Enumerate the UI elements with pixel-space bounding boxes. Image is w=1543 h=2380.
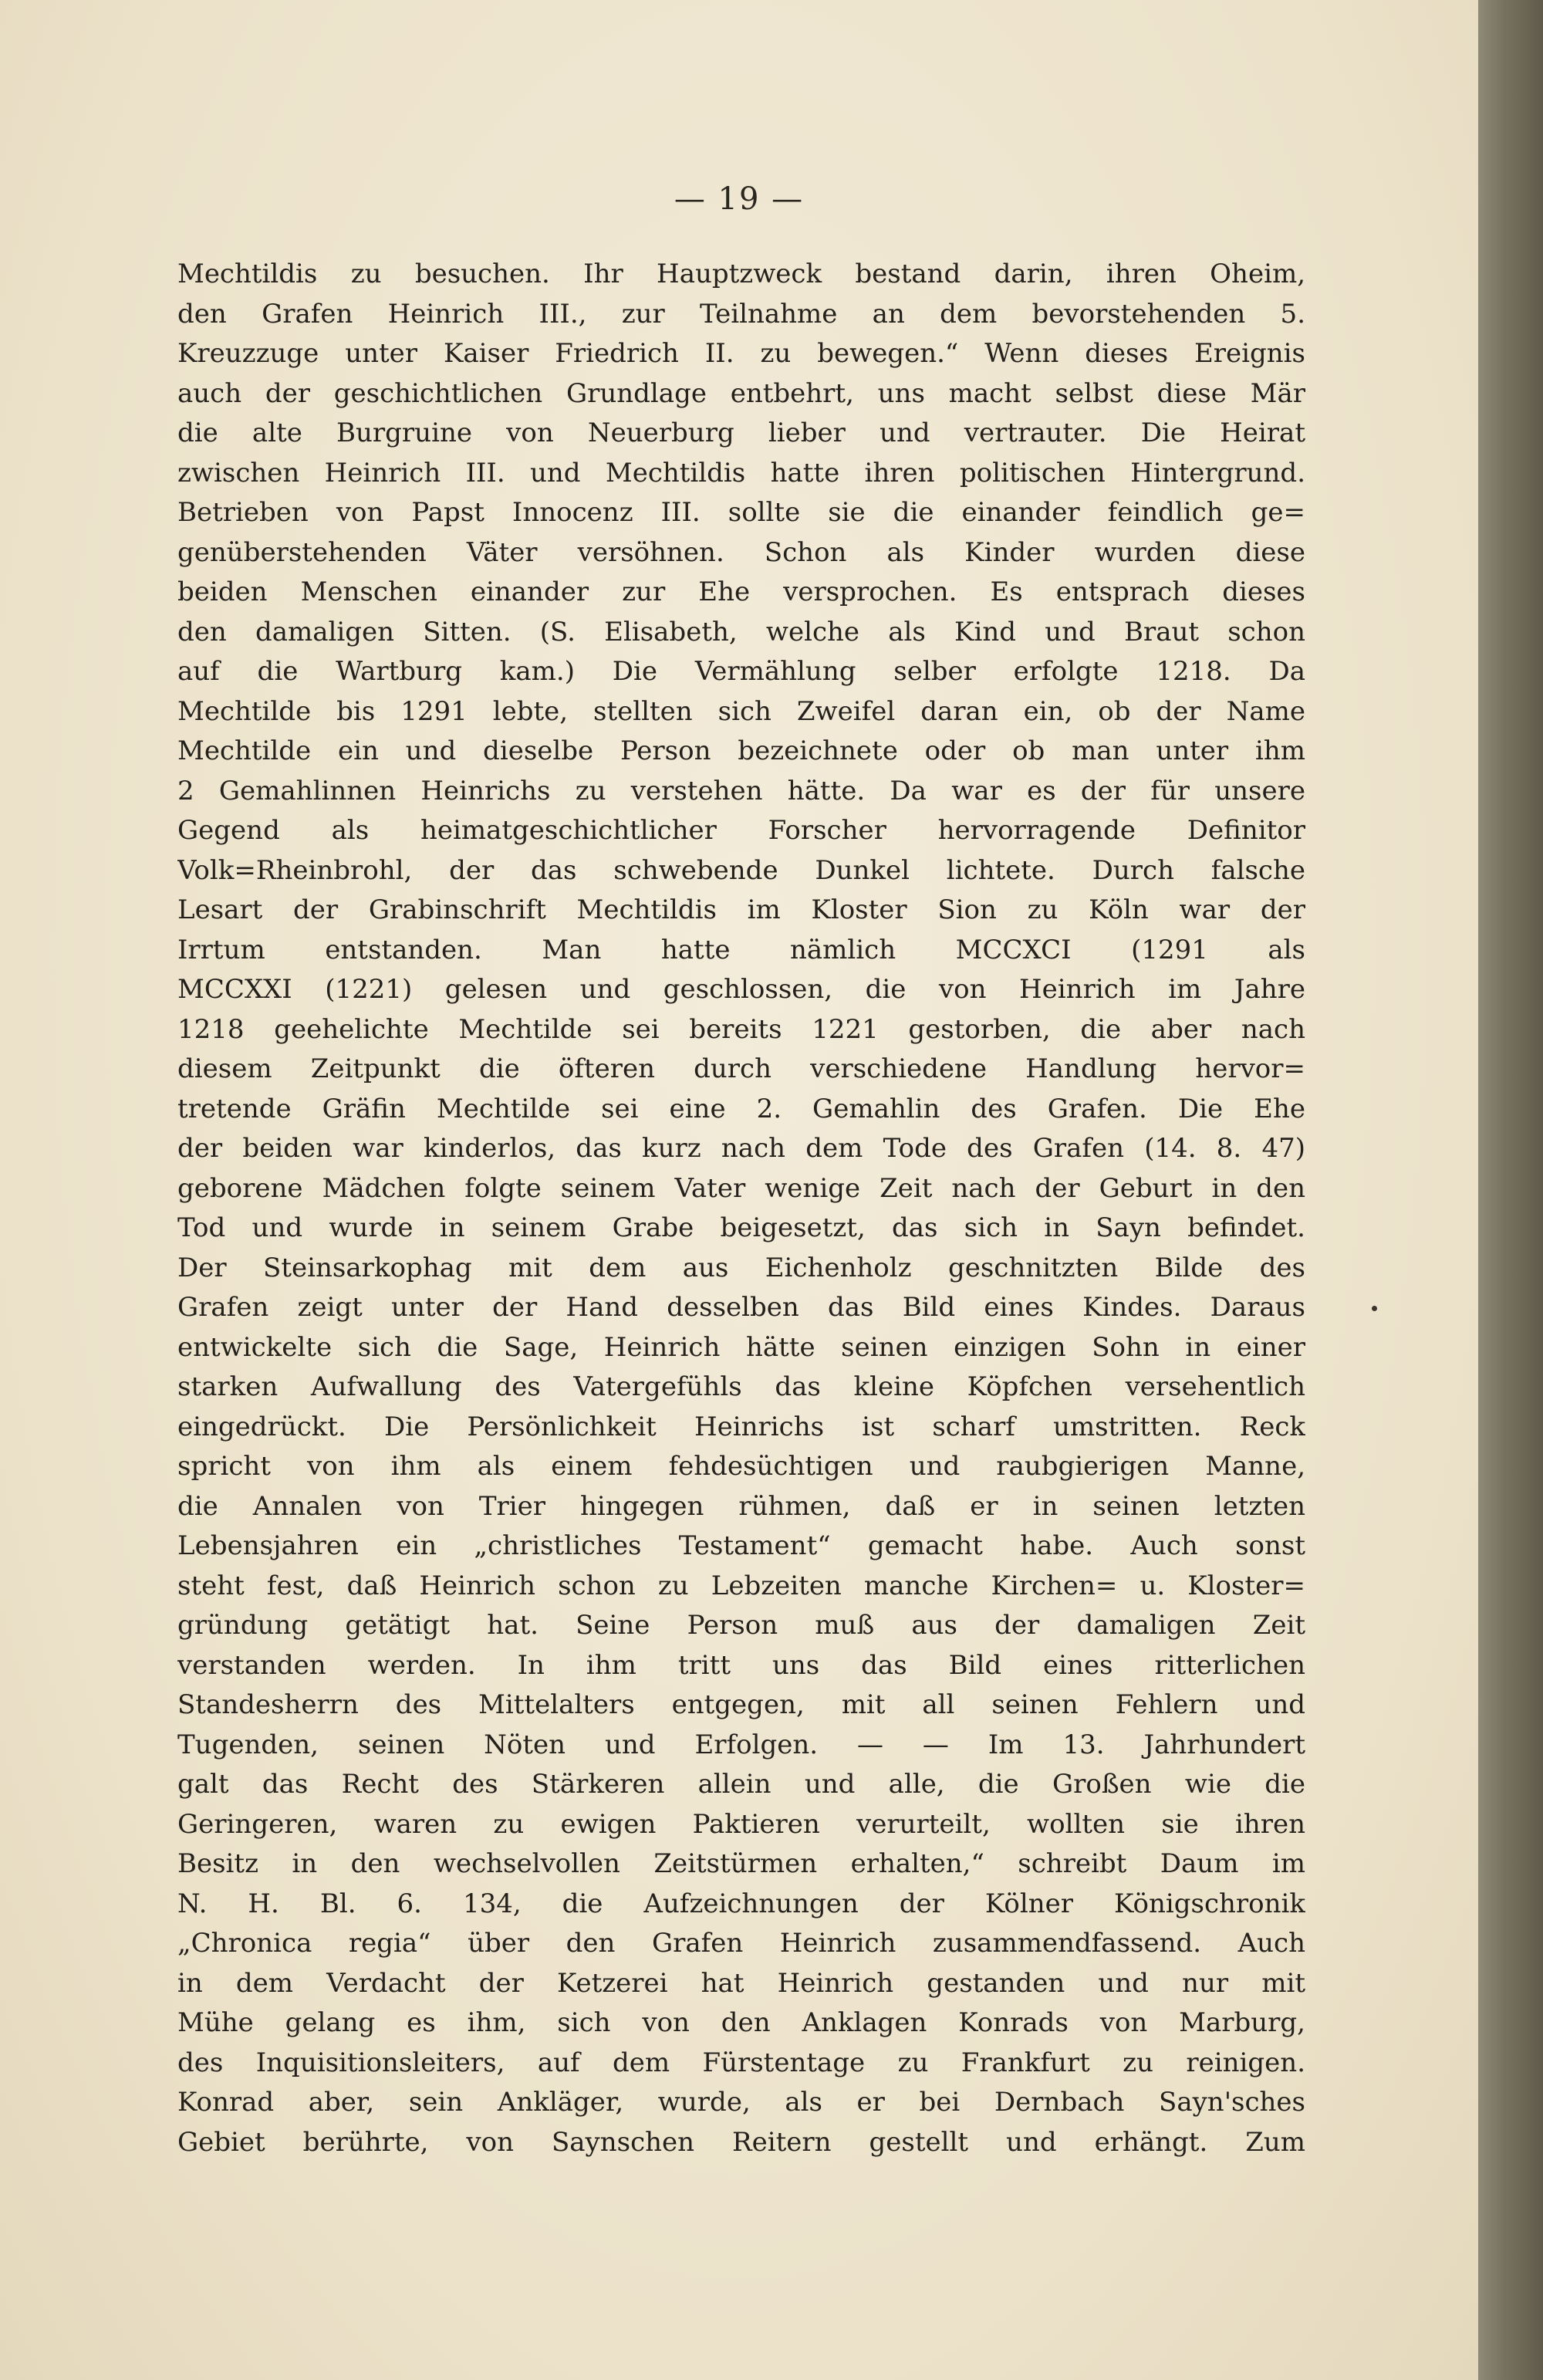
text-line: tretende Gräfin Mechtilde sei eine 2. Gemahlin des Grafen. Die Ehe (177, 1093, 1305, 1124)
text-line: den Grafen Heinrich III., zur Teilnahme an dem bevorstehenden 5. (177, 298, 1305, 330)
text-line: Tod und wurde in seinem Grabe beigesetzt, das sich in Sayn befindet. (177, 1212, 1305, 1243)
text-line: die alte Burgruine von Neuerburg lieber und vertrauter. Die Heirat (177, 418, 1305, 448)
text-line: Standesherrn des Mittelalters entgegen, mit all seinen Fehlern und (177, 1689, 1305, 1720)
text-line: 2 Gemahlinnen Heinrichs zu verstehen hätte. Da war es der für unsere (177, 775, 1305, 806)
text-line: den damaligen Sitten. (S. Elisabeth, welche als Kind und Braut schon (177, 616, 1305, 647)
text-line: Grafen zeigt unter der Hand desselben das Bild eines Kindes. Daraus (177, 1292, 1305, 1323)
text-line: steht fest, daß Heinrich schon zu Lebzeiten manche Kirchen= u. Kloster= (177, 1570, 1305, 1601)
text-line: Mechtilde bis 1291 lebte, stellten sich Zweifel daran ein, ob der Name (177, 695, 1305, 727)
text-line: galt das Recht des Stärkeren allein und alle, die Großen wie die (177, 1769, 1305, 1800)
text-line: in dem Verdacht der Ketzerei hat Heinrich gestanden und nur mit (177, 1967, 1305, 1999)
text-line: MCCXXI (1221) gelesen und geschlossen, die von Heinrich im Jahre (177, 974, 1305, 1005)
text-line: geborene Mädchen folgte seinem Vater wenige Zeit nach der Geburt in den (177, 1172, 1305, 1204)
text-line: auf die Wartburg kam.) Die Vermählung selber erfolgte 1218. Da (177, 656, 1305, 687)
text-line: spricht von ihm als einem fehdesüchtigen und raubgierigen Manne, (177, 1451, 1305, 1482)
text-line: Kreuzzuge unter Kaiser Friedrich II. zu bewegen.“ Wenn dieses Ereignis (177, 338, 1305, 369)
text-line: Gegend als heimatgeschichtlicher Forscher hervorragende Definitor (177, 815, 1305, 846)
text-line: Besitz in den wechselvollen Zeitstürmen erhalten,“ schreibt Daum im (177, 1848, 1305, 1879)
text-line: diesem Zeitpunkt die öfteren durch verschiedene Handlung hervor= (177, 1053, 1305, 1084)
text-line: die Annalen von Trier hingegen rühmen, daß er in seinen letzten (177, 1490, 1305, 1522)
text-line: Lebensjahren ein „christliches Testament“ gemacht habe. Auch sonst (177, 1530, 1305, 1561)
text-line: Mechtildis zu besuchen. Ihr Hauptzweck bestand darin, ihren Oheim, (177, 259, 1305, 289)
text-line: Betrieben von Papst Innocenz III. sollte sie die einander feindlich ge= (177, 497, 1305, 528)
text-line: entwickelte sich die Sage, Heinrich hätte seinen einzigen Sohn in einer (177, 1331, 1305, 1363)
text-line: Mühe gelang es ihm, sich von den Anklagen Konrads von Marburg, (177, 2007, 1305, 2038)
text-line: Tugenden, seinen Nöten und Erfolgen. — — Im 13. Jahrhundert (177, 1729, 1305, 1760)
text-line: Geringeren, waren zu ewigen Paktieren verurteilt, wollten sie ihren (177, 1808, 1305, 1840)
text-line: eingedrückt. Die Persönlichkeit Heinrichs ist scharf umstritten. Reck (177, 1411, 1305, 1442)
text-line: Mechtilde ein und dieselbe Person bezeichnete oder ob man unter ihm (177, 735, 1305, 766)
text-line: Der Steinsarkophag mit dem aus Eichenholz geschnitzten Bilde des (177, 1252, 1305, 1283)
text-line: „Chronica regia“ über den Grafen Heinrich zusammendfassend. Auch (177, 1928, 1305, 1959)
text-line: auch der geschichtlichen Grundlage entbehrt, uns macht selbst diese Mär (177, 377, 1305, 409)
text-line: Konrad aber, sein Ankläger, wurde, als er bei Dernbach Sayn'sches (177, 2087, 1305, 2118)
text-line: Gebiet berührte, von Saynschen Reitern gestellt und erhängt. Zum (177, 2126, 1305, 2158)
ink-speck (1372, 1306, 1377, 1311)
text-line: N. H. Bl. 6. 134, die Aufzeichnungen der Kölner Königschronik (177, 1888, 1305, 1919)
page-number: — 19 — (674, 181, 805, 217)
text-line: verstanden werden. In ihm tritt uns das Bild eines ritterlichen (177, 1649, 1305, 1681)
body-text (177, 255, 1305, 2162)
text-line: 1218 geehelichte Mechtilde sei bereits 1221 gestorben, die aber nach (177, 1013, 1305, 1045)
text-line: zwischen Heinrich III. und Mechtildis hatte ihren politischen Hintergrund. (177, 457, 1305, 489)
text-line: Irrtum entstanden. Man hatte nämlich MCCXCI (1291 als (177, 934, 1305, 965)
page-edge (1478, 0, 1543, 2380)
text-line: des Inquisitionsleiters, auf dem Fürstentage zu Frankfurt zu reinigen. (177, 2047, 1305, 2078)
text-line: starken Aufwallung des Vatergefühls das kleine Köpfchen versehentlich (177, 1371, 1305, 1402)
text-line: genüberstehenden Väter versöhnen. Schon als Kinder wurden diese (177, 536, 1305, 568)
text-line: Lesart der Grabinschrift Mechtildis im Kloster Sion zu Köln war der (177, 894, 1305, 925)
text-line: gründung getätigt hat. Seine Person muß aus der damaligen Zeit (177, 1610, 1305, 1641)
text-line: Volk=Rheinbrohl, der das schwebende Dunkel lichtete. Durch falsche (177, 854, 1305, 886)
text-line: der beiden war kinderlos, das kurz nach dem Tode des Grafen (14. 8. 47) (177, 1133, 1305, 1164)
text-line: beiden Menschen einander zur Ehe versprochen. Es entsprach dieses (177, 576, 1305, 607)
